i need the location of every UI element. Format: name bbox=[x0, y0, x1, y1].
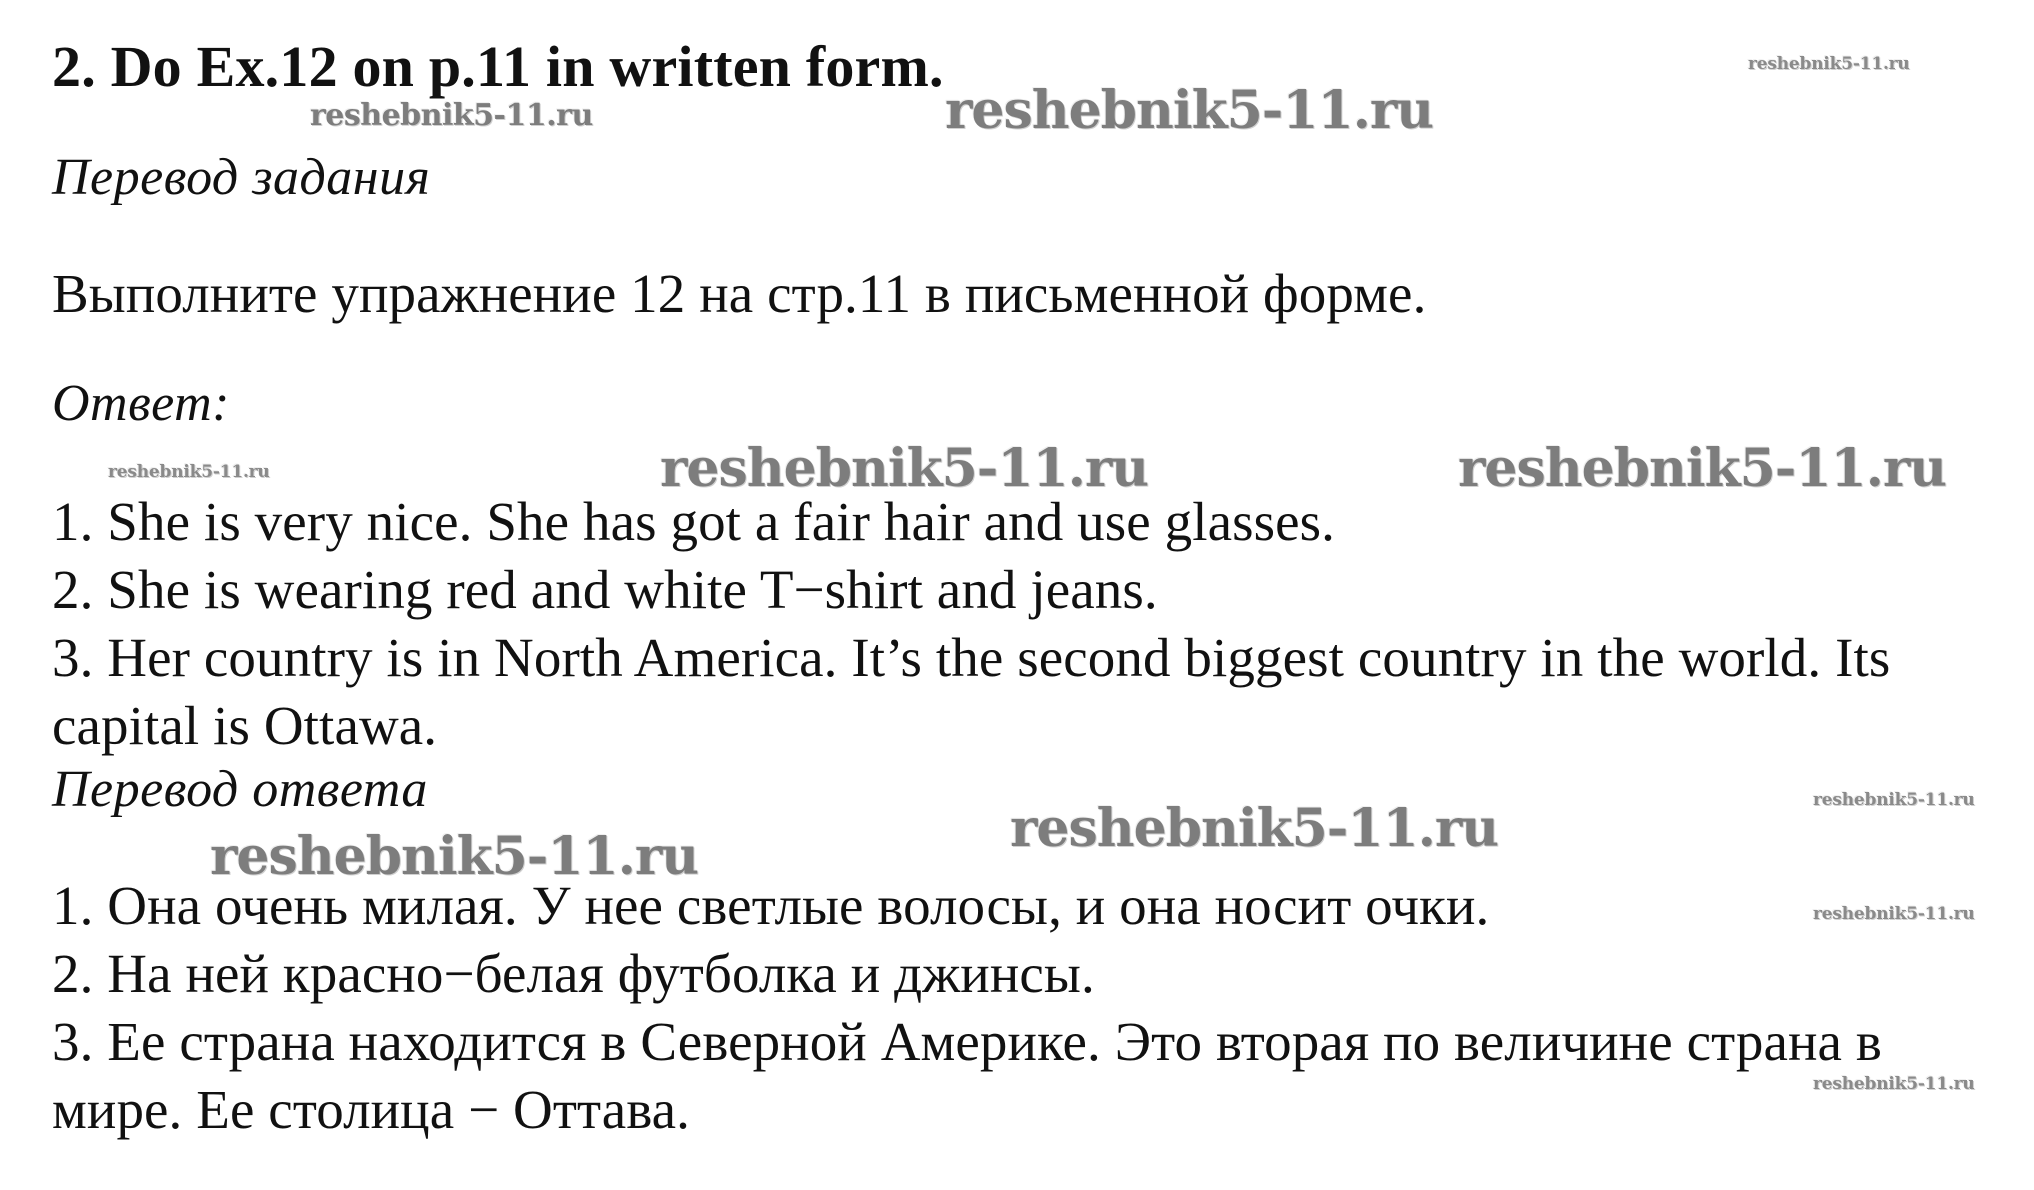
watermark: reshebnik5-11.ru bbox=[660, 438, 1149, 499]
exercise-heading: 2. Do Ex.12 on p.11 in written form. bbox=[52, 34, 944, 99]
answer-translation-line-3b: мире. Ее столица − Оттава. bbox=[52, 1079, 691, 1140]
watermark: reshebnik5-11.ru bbox=[1813, 904, 1975, 924]
answer-line-1: 1. She is very nice. She has got a fair hair and use glasses. bbox=[52, 491, 1335, 552]
watermark: reshebnik5-11.ru bbox=[945, 80, 1434, 141]
answer-line-2: 2. She is wearing red and white T−shirt and jeans. bbox=[52, 559, 1158, 620]
answer-translation-label: Перевод ответа bbox=[52, 761, 428, 818]
watermark: reshebnik5-11.ru bbox=[1813, 790, 1975, 810]
answer-translation-line-1: 1. Она очень милая. У нее светлые волосы, и она носит очки. bbox=[52, 875, 1490, 936]
watermark: reshebnik5-11.ru bbox=[1748, 54, 1910, 74]
watermark: reshebnik5-11.ru bbox=[310, 98, 593, 133]
task-translation-label: Перевод задания bbox=[52, 149, 431, 206]
answer-translation-line-2: 2. На ней красно−белая футболка и джинсы. bbox=[52, 943, 1095, 1004]
watermark: reshebnik5-11.ru bbox=[1458, 438, 1947, 499]
watermark: reshebnik5-11.ru bbox=[210, 826, 699, 887]
watermark: reshebnik5-11.ru bbox=[108, 462, 270, 482]
answer-translation-line-3a: 3. Ее страна находится в Северной Америке. Это вторая по величине страна в bbox=[52, 1011, 1882, 1072]
task-translation-text: Выполните упражнение 12 на стр.11 в письменной форме. bbox=[52, 263, 1427, 324]
answer-line-3b: capital is Ottawa. bbox=[52, 695, 438, 756]
answer-line-3a: 3. Her country is in North America. It’s the second biggest country in the world. Its bbox=[52, 627, 1891, 688]
watermark: reshebnik5-11.ru bbox=[1010, 798, 1499, 859]
answer-label: Ответ: bbox=[52, 375, 230, 432]
watermark: reshebnik5-11.ru bbox=[1813, 1074, 1975, 1094]
